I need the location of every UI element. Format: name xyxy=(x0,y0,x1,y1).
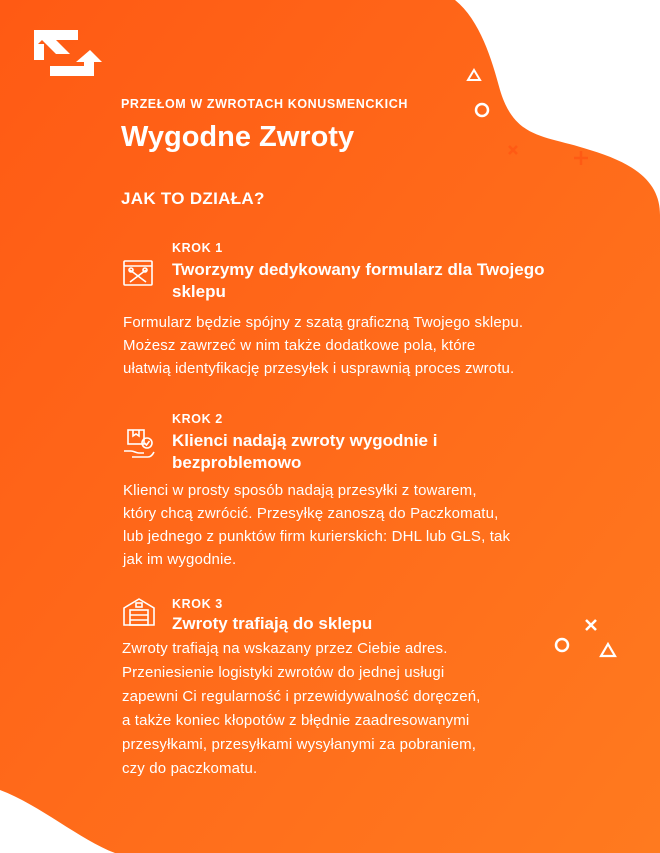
circle-icon xyxy=(473,101,491,119)
step-body-line: czy do paczkomatu. xyxy=(122,760,258,777)
step-body-line: Możesz zawrzeć w nim także dodatkowe pola, które xyxy=(123,337,476,354)
step-body-line: lub jednego z punktów firm kurierskich: DHL lub GLS, tak xyxy=(123,528,511,545)
step-title-cont: sklepu xyxy=(172,282,226,301)
cross-icon xyxy=(506,143,520,157)
plus-icon xyxy=(572,149,590,167)
circle-icon xyxy=(553,636,571,654)
triangle-icon xyxy=(466,68,482,82)
step-body-line: ułatwią identyfikację przesyłek i usprawnią proces zwrotu. xyxy=(123,360,515,377)
step-body-line: Klienci w prosty sposób nadają przesyłki z towarem, xyxy=(123,482,477,499)
step-body-line: Przeniesienie logistyki zwrotów do jednej usługi xyxy=(122,664,445,681)
step-title-cont: bezproblemowo xyxy=(172,453,302,472)
step-title: Klienci nadają zwroty wygodnie i xyxy=(172,431,438,450)
cross-icon xyxy=(583,617,599,633)
kicker-text: PRZEŁOM W ZWROTACH KONUSMENCKICH xyxy=(121,97,408,111)
form-tools-icon xyxy=(122,258,154,290)
step-title: Tworzymy dedykowany formularz dla Twojego xyxy=(172,260,545,279)
warehouse-icon xyxy=(122,596,156,628)
step-label: KROK 2 xyxy=(172,412,223,426)
step-body-line: przesyłkami, przesyłkami wysyłanymi za pobraniem, xyxy=(122,736,477,753)
step-label: KROK 1 xyxy=(172,241,223,255)
triangle-icon xyxy=(599,642,617,658)
step-body-line: który chcą zwrócić. Przesyłkę zanoszą do Paczkomatu, xyxy=(123,505,499,522)
step-body-line: zapewni Ci regularność i przewidywalność doręczeń, xyxy=(122,688,481,705)
section-heading: JAK TO DZIAŁA? xyxy=(121,189,265,208)
step-body-line: a także koniec kłopotów z błędnie zaadresowanymi xyxy=(122,712,470,729)
step-body-line: Formularz będzie spójny z szatą graficzną Twojego sklepu. xyxy=(123,314,524,331)
step-body-line: jak im wygodnie. xyxy=(123,551,237,568)
step-body-line: Zwroty trafiają na wskazany przez Ciebie adres. xyxy=(122,640,448,657)
step-title: Zwroty trafiają do sklepu xyxy=(172,614,373,633)
package-hand-icon xyxy=(122,427,156,461)
step-label: KROK 3 xyxy=(172,597,223,611)
page-title: Wygodne Zwroty xyxy=(121,121,355,153)
returns-arrows-logo-icon xyxy=(30,26,102,80)
